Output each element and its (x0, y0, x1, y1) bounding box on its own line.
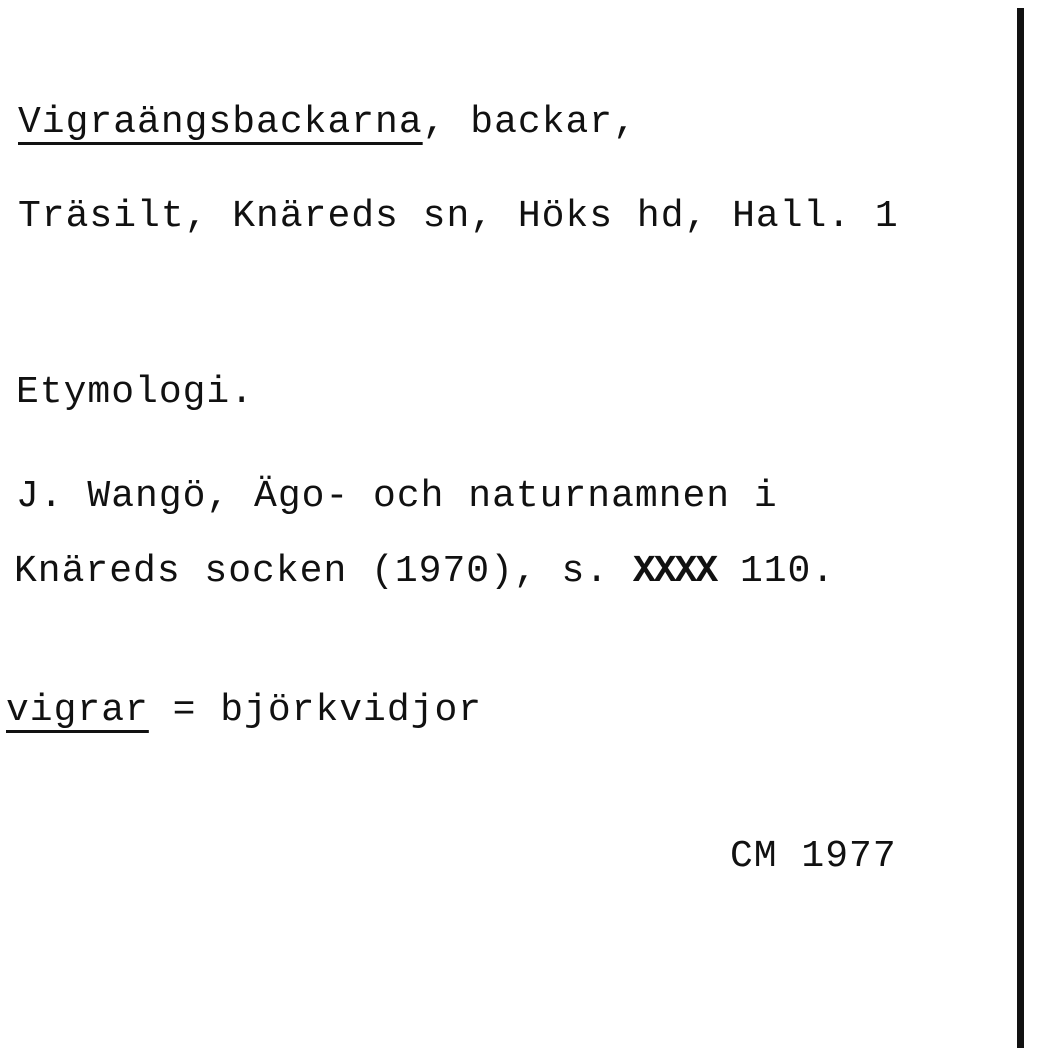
gloss-definition: = björkvidjor (148, 689, 483, 732)
source-page: 110. (739, 550, 836, 593)
location-line: Träsilt, Knäreds sn, Höks hd, Hall. 1 (18, 195, 899, 238)
card-edge-line (1017, 8, 1024, 1048)
signature: CM 1977 (730, 835, 897, 878)
source-line-1: J. Wangö, Ägo- och naturnamnen i (16, 475, 778, 518)
gloss-word: vigrar (6, 689, 149, 732)
gloss-line (6, 689, 483, 732)
headword: Vigraängsbackarna (18, 101, 423, 144)
section-heading: Etymologi. (16, 371, 255, 414)
source-line-2 (14, 550, 836, 593)
struck-out-text: XXXX (632, 550, 717, 593)
headword-line (18, 101, 637, 144)
source-prefix: Knäreds socken (1970), s. (14, 550, 610, 593)
headword-type: , backar, (422, 101, 637, 144)
